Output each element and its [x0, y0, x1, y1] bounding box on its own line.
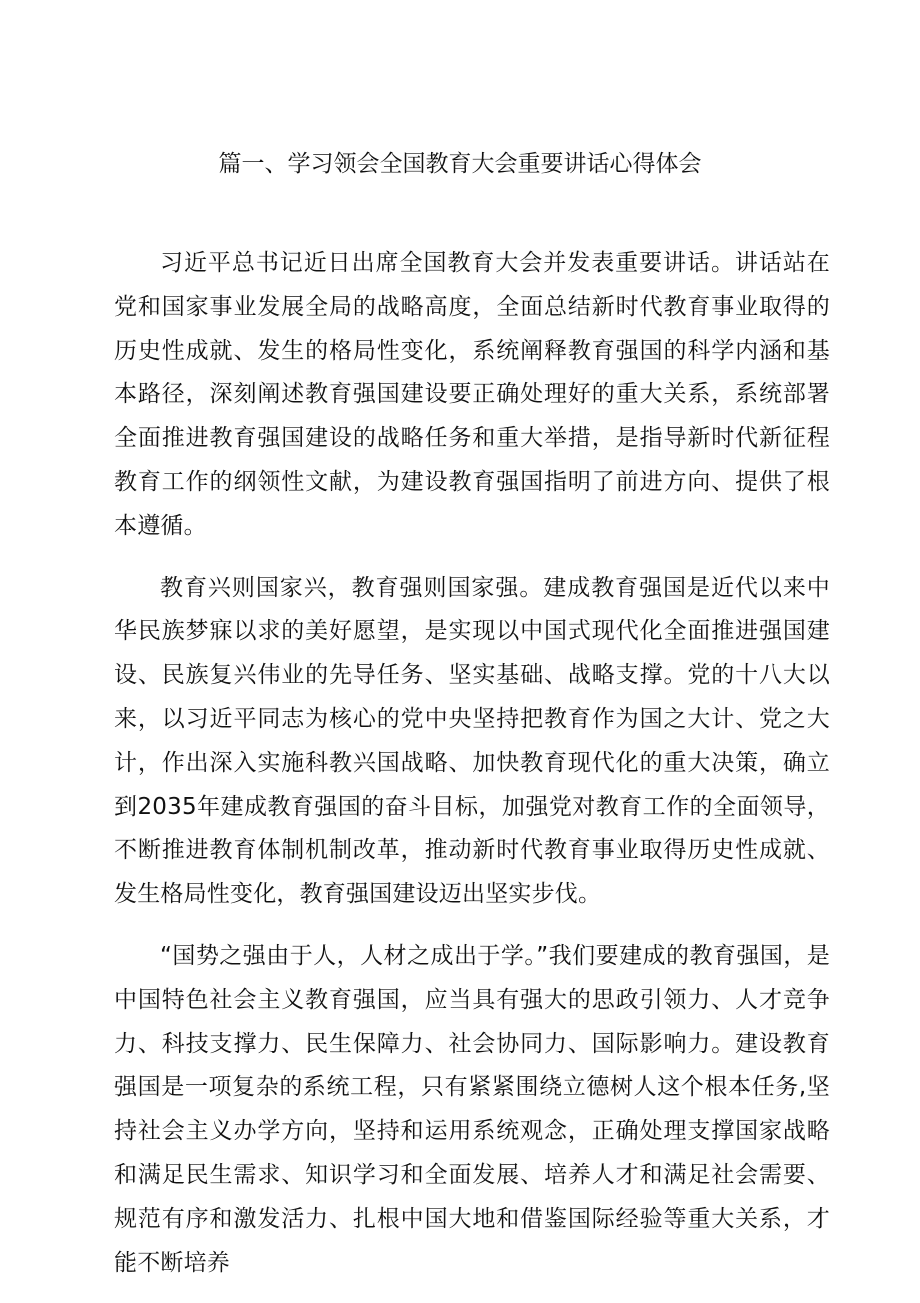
paragraph-3: “国势之强由于人，人材之成出于学。”我们要建成的教育强国，是中国特色社会主义教育强国，应当具有强大的思政引领力、人才竞争力、科技支撑力、民生保障力、社会协同力、国际影响力。建设教育强国是一项复杂的系统工程，只有紧紧围绕立德树人这个根本任务,坚持社会主义办学方向，坚持和运用系统观念，正确处理支撑国家战略和满足民生需求、知识学习和全面发展、培养人才和满足社会需要、规范有序和激发活力、扎根中国大地和借鉴国际经验等重大关系，才能不断培养 [114, 942, 830, 1276]
paragraph-1: 习近平总书记近日出席全国教育大会并发表重要讲话。讲话站在党和国家事业发展全局的战略高度，全面总结新时代教育事业取得的历史性成就、发生的格局性变化，系统阐释教育强国的科学内涵和基本路径，深刻阐述教育强国建设要正确处理好的重大关系，系统部署全面推进教育强国建设的战略任务和重大举措，是指导新时代新征程教育工作的纲领性文献，为建设教育强国指明了前进方向、提供了根本遵循。 [114, 250, 830, 539]
document-body [114, 242, 830, 1303]
document-title: 篇一、学习领会全国教育大会重要讲话心得体会 [218, 151, 702, 177]
paragraph-2: 教育兴则国家兴，教育强则国家强。建成教育强国是近代以来中华民族梦寐以求的美好愿望，是实现以中国式现代化全面推进强国建设、民族复兴伟业的先导任务、坚实基础、战略支撑。党的十八大以来，以习近平同志为核心的党中央坚持把教育作为国之大计、党之大计，作出深入实施科教兴国战略、加快教育现代化的重大决策，确立到2035年建成教育强国的奋斗目标，加强党对教育工作的全面领导，不断推进教育体制机制改革，推动新时代教育事业取得历史性成就、发生格局性变化，教育强国建设迈出坚实步伐。 [114, 574, 830, 908]
